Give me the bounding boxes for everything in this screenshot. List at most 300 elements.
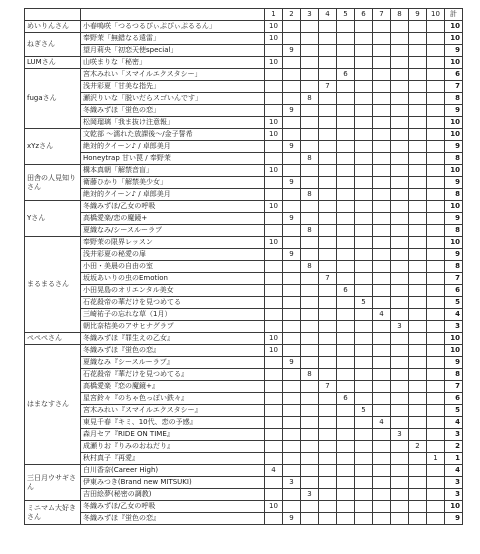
empty-rank-cell <box>337 237 355 249</box>
empty-rank-cell <box>391 381 409 393</box>
empty-rank-cell <box>319 129 337 141</box>
empty-rank-cell <box>319 165 337 177</box>
empty-rank-cell <box>427 321 445 333</box>
empty-rank-cell <box>301 81 319 93</box>
song-title: 秋村真子『再愛』 <box>81 453 265 465</box>
empty-rank-cell <box>301 57 319 69</box>
total-cell: 8 <box>445 369 463 381</box>
empty-rank-cell <box>319 93 337 105</box>
song-title: 冬織みずほ『蛍色の恋』 <box>81 513 265 525</box>
empty-rank-cell <box>427 441 445 453</box>
empty-rank-cell <box>355 393 373 405</box>
empty-rank-cell <box>355 369 373 381</box>
empty-rank-cell <box>427 297 445 309</box>
empty-rank-cell <box>301 441 319 453</box>
table-row <box>25 105 463 117</box>
empty-rank-cell <box>319 465 337 477</box>
empty-rank-cell <box>373 165 391 177</box>
empty-rank-cell <box>373 81 391 93</box>
empty-rank-cell <box>283 69 301 81</box>
empty-rank-cell <box>391 501 409 513</box>
empty-rank-cell <box>337 273 355 285</box>
empty-rank-cell <box>373 357 391 369</box>
song-title: 衛藤ひかり「解禁美少女」 <box>81 177 265 189</box>
song-title: 成瀬りお『りみのおねだり』 <box>81 441 265 453</box>
empty-rank-cell <box>283 453 301 465</box>
song-title: 小田晃島のオリエンタル美女 <box>81 285 265 297</box>
empty-rank-cell <box>301 309 319 321</box>
empty-rank-cell <box>337 21 355 33</box>
empty-rank-cell <box>265 225 283 237</box>
empty-rank-cell <box>427 489 445 501</box>
empty-rank-cell <box>319 297 337 309</box>
empty-rank-cell <box>283 21 301 33</box>
empty-rank-cell <box>283 333 301 345</box>
total-cell: 5 <box>445 405 463 417</box>
header-rank-7: 7 <box>373 9 391 21</box>
voter-name: まるまるさん <box>25 237 81 333</box>
empty-rank-cell <box>391 393 409 405</box>
empty-rank-cell <box>427 477 445 489</box>
empty-rank-cell <box>355 33 373 45</box>
voter-name: ねぎさん <box>25 33 81 57</box>
empty-rank-cell <box>301 453 319 465</box>
empty-rank-cell <box>355 465 373 477</box>
empty-rank-cell <box>409 273 427 285</box>
song-title: 夏織なみ/シースルーラブ <box>81 225 265 237</box>
empty-rank-cell <box>265 177 283 189</box>
total-cell: 3 <box>445 477 463 489</box>
points-cell: 10 <box>265 33 283 45</box>
song-title: 望月莉央「初恋天使special」 <box>81 45 265 57</box>
empty-rank-cell <box>283 285 301 297</box>
points-cell: 9 <box>283 513 301 525</box>
empty-rank-cell <box>427 405 445 417</box>
empty-rank-cell <box>355 81 373 93</box>
empty-rank-cell <box>319 105 337 117</box>
total-cell: 10 <box>445 57 463 69</box>
empty-rank-cell <box>373 261 391 273</box>
empty-rank-cell <box>283 321 301 333</box>
empty-rank-cell <box>409 33 427 45</box>
empty-rank-cell <box>391 213 409 225</box>
empty-rank-cell <box>319 57 337 69</box>
empty-rank-cell <box>391 57 409 69</box>
empty-rank-cell <box>355 93 373 105</box>
empty-rank-cell <box>265 393 283 405</box>
points-cell: 6 <box>337 285 355 297</box>
table-row <box>25 345 463 357</box>
song-title: 宮木みれい「スマイルエクスタシー」 <box>81 69 265 81</box>
empty-rank-cell <box>337 333 355 345</box>
empty-rank-cell <box>409 285 427 297</box>
song-title: 三崎祐子の忘れな草（1月） <box>81 309 265 321</box>
empty-rank-cell <box>409 201 427 213</box>
empty-rank-cell <box>265 405 283 417</box>
table-row <box>25 381 463 393</box>
empty-rank-cell <box>265 69 283 81</box>
empty-rank-cell <box>337 189 355 201</box>
empty-rank-cell <box>409 153 427 165</box>
empty-rank-cell <box>337 417 355 429</box>
empty-rank-cell <box>373 297 391 309</box>
empty-rank-cell <box>301 129 319 141</box>
points-cell: 1 <box>427 453 445 465</box>
empty-rank-cell <box>301 417 319 429</box>
empty-rank-cell <box>337 489 355 501</box>
header-rank-4: 4 <box>319 9 337 21</box>
empty-rank-cell <box>319 321 337 333</box>
empty-rank-cell <box>283 381 301 393</box>
empty-rank-cell <box>283 153 301 165</box>
points-cell: 3 <box>391 429 409 441</box>
table-row <box>25 357 463 369</box>
total-cell: 4 <box>445 417 463 429</box>
empty-rank-cell <box>409 429 427 441</box>
song-title: 絶対的クイーン♪ / 卓郎美月 <box>81 141 265 153</box>
empty-rank-cell <box>409 261 427 273</box>
empty-rank-cell <box>427 141 445 153</box>
empty-rank-cell <box>409 249 427 261</box>
empty-rank-cell <box>265 381 283 393</box>
empty-rank-cell <box>319 225 337 237</box>
empty-rank-cell <box>283 57 301 69</box>
voter-name: 田舎の人見知りさん <box>25 165 81 201</box>
empty-rank-cell <box>319 489 337 501</box>
score-table <box>24 8 463 525</box>
song-title: 石花殺帝の華だけを見つめてる <box>81 297 265 309</box>
header-rank-8: 8 <box>391 9 409 21</box>
empty-rank-cell <box>301 21 319 33</box>
empty-rank-cell <box>355 117 373 129</box>
empty-rank-cell <box>409 141 427 153</box>
empty-rank-cell <box>301 297 319 309</box>
empty-rank-cell <box>319 417 337 429</box>
total-cell: 10 <box>445 501 463 513</box>
voter-name: ぺぺぺさん <box>25 333 81 345</box>
empty-rank-cell <box>391 69 409 81</box>
points-cell: 9 <box>283 213 301 225</box>
empty-rank-cell <box>427 33 445 45</box>
empty-rank-cell <box>265 105 283 117</box>
empty-rank-cell <box>391 369 409 381</box>
empty-rank-cell <box>301 69 319 81</box>
table-row <box>25 57 463 69</box>
empty-rank-cell <box>337 45 355 57</box>
empty-rank-cell <box>409 225 427 237</box>
empty-rank-cell <box>265 141 283 153</box>
total-cell: 8 <box>445 153 463 165</box>
empty-rank-cell <box>355 213 373 225</box>
empty-rank-cell <box>337 297 355 309</box>
empty-rank-cell <box>301 285 319 297</box>
empty-rank-cell <box>391 177 409 189</box>
empty-rank-cell <box>301 33 319 45</box>
points-cell: 10 <box>265 345 283 357</box>
song-title: 東見千春『キミ、10代、恋の予感』 <box>81 417 265 429</box>
empty-rank-cell <box>427 237 445 249</box>
empty-rank-cell <box>319 201 337 213</box>
empty-rank-cell <box>265 213 283 225</box>
total-cell: 9 <box>445 357 463 369</box>
empty-rank-cell <box>337 429 355 441</box>
table-row <box>25 393 463 405</box>
empty-rank-cell <box>301 45 319 57</box>
empty-rank-cell <box>265 153 283 165</box>
empty-rank-cell <box>355 69 373 81</box>
empty-rank-cell <box>427 57 445 69</box>
points-cell: 4 <box>373 417 391 429</box>
empty-rank-cell <box>355 21 373 33</box>
empty-rank-cell <box>373 57 391 69</box>
empty-rank-cell <box>391 93 409 105</box>
empty-rank-cell <box>355 429 373 441</box>
empty-rank-cell <box>373 477 391 489</box>
empty-rank-cell <box>319 453 337 465</box>
song-title: 小田・美晨の自由の室 <box>81 261 265 273</box>
empty-rank-cell <box>283 33 301 45</box>
empty-rank-cell <box>427 165 445 177</box>
points-cell: 9 <box>283 141 301 153</box>
header-rank-9: 9 <box>409 9 427 21</box>
empty-rank-cell <box>427 369 445 381</box>
empty-rank-cell <box>391 417 409 429</box>
table-row <box>25 45 463 57</box>
empty-rank-cell <box>373 381 391 393</box>
empty-rank-cell <box>391 21 409 33</box>
empty-rank-cell <box>301 249 319 261</box>
empty-rank-cell <box>319 117 337 129</box>
empty-rank-cell <box>265 417 283 429</box>
empty-rank-cell <box>391 273 409 285</box>
empty-rank-cell <box>427 357 445 369</box>
empty-rank-cell <box>301 345 319 357</box>
table-row <box>25 177 463 189</box>
voter-name: xYzさん <box>25 129 81 165</box>
empty-rank-cell <box>319 441 337 453</box>
points-cell: 6 <box>337 393 355 405</box>
empty-rank-cell <box>337 141 355 153</box>
points-cell: 10 <box>265 117 283 129</box>
song-title: 冬織みずほ/乙女の呼吸 <box>81 201 265 213</box>
empty-rank-cell <box>409 105 427 117</box>
points-cell: 6 <box>337 69 355 81</box>
empty-rank-cell <box>355 165 373 177</box>
empty-rank-cell <box>319 261 337 273</box>
empty-rank-cell <box>301 321 319 333</box>
empty-rank-cell <box>355 309 373 321</box>
empty-rank-cell <box>427 225 445 237</box>
empty-rank-cell <box>373 429 391 441</box>
empty-rank-cell <box>337 465 355 477</box>
empty-rank-cell <box>283 273 301 285</box>
empty-rank-cell <box>391 309 409 321</box>
song-title: 高橋愛楽/恋の魔鏡+ <box>81 213 265 225</box>
empty-rank-cell <box>409 501 427 513</box>
table-row <box>25 141 463 153</box>
header-row <box>25 9 463 21</box>
empty-rank-cell <box>319 393 337 405</box>
empty-rank-cell <box>265 489 283 501</box>
voter-name: ミニマム大好きさん <box>25 501 81 525</box>
table-header <box>25 9 463 21</box>
empty-rank-cell <box>319 357 337 369</box>
empty-rank-cell <box>409 381 427 393</box>
empty-rank-cell <box>427 309 445 321</box>
song-title: 奉野茉「無錯なる遠雷」 <box>81 33 265 45</box>
empty-rank-cell <box>319 45 337 57</box>
empty-rank-cell <box>337 321 355 333</box>
total-cell: 5 <box>445 297 463 309</box>
empty-rank-cell <box>337 309 355 321</box>
empty-rank-cell <box>283 93 301 105</box>
empty-rank-cell <box>391 237 409 249</box>
total-cell: 7 <box>445 381 463 393</box>
empty-rank-cell <box>373 45 391 57</box>
table-row <box>25 189 463 201</box>
header-total: 計 <box>445 9 463 21</box>
empty-rank-cell <box>319 69 337 81</box>
empty-rank-cell <box>319 285 337 297</box>
empty-rank-cell <box>265 261 283 273</box>
total-cell: 6 <box>445 69 463 81</box>
empty-rank-cell <box>409 369 427 381</box>
points-cell: 8 <box>301 93 319 105</box>
table-row <box>25 321 463 333</box>
song-title: 文乾部 ～濡れた放課後～/金子誓希 <box>81 129 265 141</box>
voter-name: fugaさん <box>25 69 81 129</box>
empty-rank-cell <box>301 117 319 129</box>
total-cell: 8 <box>445 225 463 237</box>
total-cell: 6 <box>445 285 463 297</box>
empty-rank-cell <box>283 225 301 237</box>
table-row <box>25 81 463 93</box>
empty-rank-cell <box>391 117 409 129</box>
empty-rank-cell <box>355 105 373 117</box>
empty-rank-cell <box>409 81 427 93</box>
empty-rank-cell <box>391 453 409 465</box>
empty-rank-cell <box>391 441 409 453</box>
points-cell: 3 <box>283 477 301 489</box>
empty-rank-cell <box>265 309 283 321</box>
empty-rank-cell <box>265 297 283 309</box>
table-row <box>25 333 463 345</box>
empty-rank-cell <box>427 273 445 285</box>
empty-rank-cell <box>337 201 355 213</box>
empty-rank-cell <box>337 441 355 453</box>
song-title: 坂坂あいりの虫のEmotion <box>81 273 265 285</box>
empty-rank-cell <box>337 117 355 129</box>
empty-rank-cell <box>265 441 283 453</box>
empty-rank-cell <box>373 393 391 405</box>
empty-rank-cell <box>319 177 337 189</box>
empty-rank-cell <box>283 81 301 93</box>
empty-rank-cell <box>301 273 319 285</box>
points-cell: 7 <box>319 381 337 393</box>
empty-rank-cell <box>337 249 355 261</box>
empty-rank-cell <box>301 141 319 153</box>
header-rank-10: 10 <box>427 9 445 21</box>
empty-rank-cell <box>427 465 445 477</box>
song-title: Honeytrap 甘い罠 / 奉野茉 <box>81 153 265 165</box>
table-row <box>25 93 463 105</box>
empty-rank-cell <box>409 21 427 33</box>
song-title: 白川香奈(Career High) <box>81 465 265 477</box>
table-row <box>25 489 463 501</box>
empty-rank-cell <box>355 321 373 333</box>
empty-rank-cell <box>373 225 391 237</box>
empty-rank-cell <box>409 93 427 105</box>
empty-rank-cell <box>301 177 319 189</box>
empty-rank-cell <box>409 129 427 141</box>
empty-rank-cell <box>409 453 427 465</box>
empty-rank-cell <box>391 153 409 165</box>
total-cell: 7 <box>445 81 463 93</box>
empty-rank-cell <box>373 501 391 513</box>
empty-rank-cell <box>391 225 409 237</box>
total-cell: 3 <box>445 489 463 501</box>
total-cell: 10 <box>445 165 463 177</box>
empty-rank-cell <box>337 57 355 69</box>
table-row <box>25 129 463 141</box>
empty-rank-cell <box>337 261 355 273</box>
song-title: 石花殺帝『華だけを見つめてる』 <box>81 369 265 381</box>
song-title: 小春嗚咲「つるつるぴぃぷぴぃぷるるん」 <box>81 21 265 33</box>
song-title: 高橋愛楽『恋の魔鏡+』 <box>81 381 265 393</box>
song-title: 伊東みつき(Brand new MITSUKI) <box>81 477 265 489</box>
empty-rank-cell <box>427 105 445 117</box>
empty-rank-cell <box>409 345 427 357</box>
empty-rank-cell <box>319 33 337 45</box>
table-body <box>25 21 463 525</box>
empty-rank-cell <box>409 321 427 333</box>
header-rank-3: 3 <box>301 9 319 21</box>
empty-rank-cell <box>391 405 409 417</box>
empty-rank-cell <box>391 477 409 489</box>
empty-rank-cell <box>409 405 427 417</box>
voter-name: はまなすさん <box>25 345 81 465</box>
empty-rank-cell <box>355 129 373 141</box>
empty-rank-cell <box>283 345 301 357</box>
empty-rank-cell <box>355 225 373 237</box>
empty-rank-cell <box>409 309 427 321</box>
empty-rank-cell <box>283 165 301 177</box>
empty-rank-cell <box>373 513 391 525</box>
table-row <box>25 297 463 309</box>
empty-rank-cell <box>373 117 391 129</box>
total-cell: 9 <box>445 141 463 153</box>
empty-rank-cell <box>319 513 337 525</box>
table-row <box>25 201 463 213</box>
empty-rank-cell <box>301 429 319 441</box>
empty-rank-cell <box>301 201 319 213</box>
empty-rank-cell <box>427 213 445 225</box>
song-title: 冬織みずほ『罪生えの乙女』 <box>81 333 265 345</box>
empty-rank-cell <box>409 177 427 189</box>
song-title: 浅井彩夏の秘愛の扉 <box>81 249 265 261</box>
empty-rank-cell <box>337 381 355 393</box>
table-row <box>25 477 463 489</box>
points-cell: 9 <box>283 357 301 369</box>
empty-rank-cell <box>391 33 409 45</box>
table-row <box>25 441 463 453</box>
points-cell: 8 <box>301 225 319 237</box>
empty-rank-cell <box>427 345 445 357</box>
empty-rank-cell <box>337 453 355 465</box>
table-row <box>25 33 463 45</box>
points-cell: 4 <box>265 465 283 477</box>
empty-rank-cell <box>319 237 337 249</box>
